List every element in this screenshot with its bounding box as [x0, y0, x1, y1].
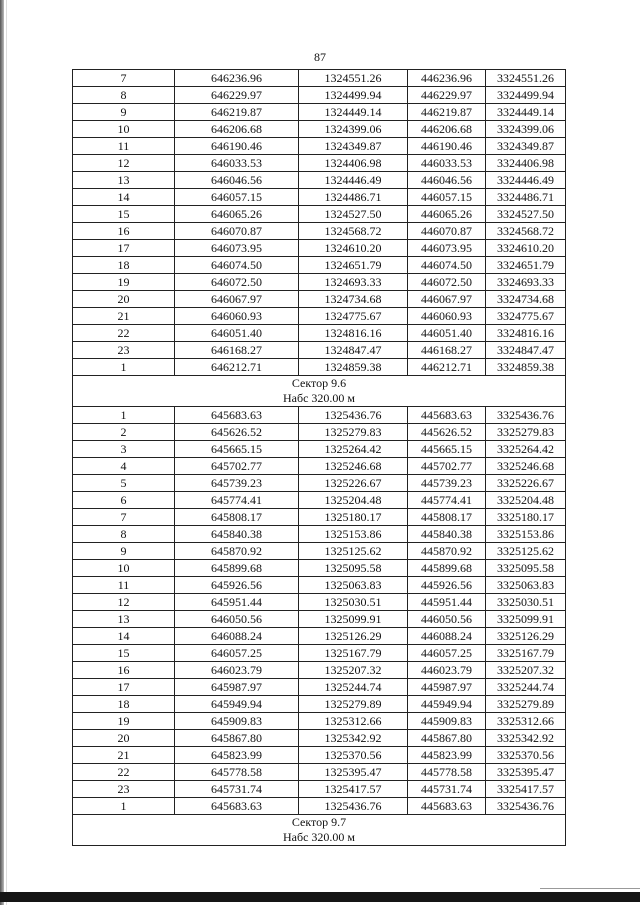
sector-header-9-7 — [73, 815, 566, 846]
table-cell: 1324527.50 — [299, 206, 408, 223]
table-cell: 1325436.76 — [299, 798, 408, 815]
table-cell: 646072.50 — [175, 274, 299, 291]
table-row — [73, 223, 566, 240]
table-cell: 446190.46 — [408, 138, 486, 155]
table-cell: 2 — [73, 424, 175, 441]
table-cell: 3325030.51 — [486, 594, 566, 611]
table-cell: 645665.15 — [175, 441, 299, 458]
table-cell: 646046.56 — [175, 172, 299, 189]
table-cell: 3324446.49 — [486, 172, 566, 189]
table-cell: 445840.38 — [408, 526, 486, 543]
table-row — [73, 696, 566, 713]
table-cell: 445626.52 — [408, 424, 486, 441]
table-cell: 3324847.47 — [486, 342, 566, 359]
table-cell: 3324693.33 — [486, 274, 566, 291]
table-cell: 645683.63 — [175, 407, 299, 424]
table-cell: 19 — [73, 713, 175, 730]
table-cell: 446088.24 — [408, 628, 486, 645]
table-cell: 446070.87 — [408, 223, 486, 240]
table-cell: 645951.44 — [175, 594, 299, 611]
table-cell: 646067.97 — [175, 291, 299, 308]
table-cell: 3324568.72 — [486, 223, 566, 240]
table-cell: 646023.79 — [175, 662, 299, 679]
table-cell: 646190.46 — [175, 138, 299, 155]
table-cell: 645949.94 — [175, 696, 299, 713]
table-row — [73, 138, 566, 155]
table-cell: 1324816.16 — [299, 325, 408, 342]
table-cell: 14 — [73, 189, 175, 206]
sector-row — [73, 376, 566, 407]
table-cell: 445731.74 — [408, 781, 486, 798]
table-cell: 1325125.62 — [299, 543, 408, 560]
table-row — [73, 274, 566, 291]
table-cell: 3325126.29 — [486, 628, 566, 645]
scan-bottom-line — [540, 888, 640, 889]
table-row — [73, 662, 566, 679]
scan-left-edge — [0, 0, 4, 905]
table-cell: 645987.97 — [175, 679, 299, 696]
sector-header-9-6 — [73, 376, 566, 407]
table-cell: 445683.63 — [408, 407, 486, 424]
table-cell: 1324349.87 — [299, 138, 408, 155]
table-cell: 3325436.76 — [486, 798, 566, 815]
table-row — [73, 509, 566, 526]
table-row — [73, 730, 566, 747]
table-cell: 645731.74 — [175, 781, 299, 798]
table-cell: 1325180.17 — [299, 509, 408, 526]
table-cell: 1325395.47 — [299, 764, 408, 781]
table-cell: 23 — [73, 781, 175, 798]
table-cell: 3 — [73, 441, 175, 458]
sector-height: Набс 320.00 м — [282, 391, 356, 405]
table-cell: 645702.77 — [175, 458, 299, 475]
table-cell: 446212.71 — [408, 359, 486, 376]
table-cell: 21 — [73, 747, 175, 764]
table-section-a — [73, 70, 566, 376]
table-row — [73, 798, 566, 815]
table-cell: 3324449.14 — [486, 104, 566, 121]
table-cell: 1325436.76 — [299, 407, 408, 424]
table-cell: 8 — [73, 526, 175, 543]
table-row — [73, 577, 566, 594]
table-cell: 1 — [73, 798, 175, 815]
table-row — [73, 155, 566, 172]
table-row — [73, 257, 566, 274]
table-cell: 3324859.38 — [486, 359, 566, 376]
table-cell: 3325207.32 — [486, 662, 566, 679]
table-cell: 646033.53 — [175, 155, 299, 172]
table-row — [73, 764, 566, 781]
table-cell: 446051.40 — [408, 325, 486, 342]
table-cell: 645840.38 — [175, 526, 299, 543]
table-cell: 3325226.67 — [486, 475, 566, 492]
table-cell: 3324610.20 — [486, 240, 566, 257]
table-cell: 445702.77 — [408, 458, 486, 475]
table-cell: 1324446.49 — [299, 172, 408, 189]
table-cell: 445867.80 — [408, 730, 486, 747]
sector-title: Сектор 9.6 — [291, 376, 347, 390]
table-cell: 1324399.06 — [299, 121, 408, 138]
table-cell: 646236.96 — [175, 70, 299, 87]
table-cell: 645926.56 — [175, 577, 299, 594]
table-cell: 646074.50 — [175, 257, 299, 274]
table-cell: 22 — [73, 325, 175, 342]
table-cell: 3324651.79 — [486, 257, 566, 274]
table-cell: 646057.15 — [175, 189, 299, 206]
table-cell: 3325312.66 — [486, 713, 566, 730]
table-cell: 446168.27 — [408, 342, 486, 359]
table-cell: 16 — [73, 662, 175, 679]
table-cell: 3325246.68 — [486, 458, 566, 475]
table-row — [73, 189, 566, 206]
table-cell: 1324847.47 — [299, 342, 408, 359]
table-cell: 1325030.51 — [299, 594, 408, 611]
table-cell: 446046.56 — [408, 172, 486, 189]
table-cell: 3325180.17 — [486, 509, 566, 526]
table-cell: 3324399.06 — [486, 121, 566, 138]
table-cell: 1 — [73, 407, 175, 424]
table-row — [73, 407, 566, 424]
table-cell: 1324610.20 — [299, 240, 408, 257]
table-cell: 446072.50 — [408, 274, 486, 291]
table-row — [73, 424, 566, 441]
table-row — [73, 87, 566, 104]
table-row — [73, 104, 566, 121]
table-cell: 1325264.42 — [299, 441, 408, 458]
table-row — [73, 781, 566, 798]
table-cell: 445909.83 — [408, 713, 486, 730]
table-cell: 3325204.48 — [486, 492, 566, 509]
table-cell: 11 — [73, 138, 175, 155]
table-cell: 1325095.58 — [299, 560, 408, 577]
table-cell: 23 — [73, 342, 175, 359]
table-row — [73, 458, 566, 475]
table-cell: 446060.93 — [408, 308, 486, 325]
table-cell: 19 — [73, 274, 175, 291]
table-cell: 645739.23 — [175, 475, 299, 492]
table-cell: 445808.17 — [408, 509, 486, 526]
table-cell: 3325395.47 — [486, 764, 566, 781]
sector-cell — [73, 815, 566, 846]
table-cell: 3325099.91 — [486, 611, 566, 628]
table-row — [73, 121, 566, 138]
table-cell: 646088.24 — [175, 628, 299, 645]
table-row — [73, 441, 566, 458]
table-cell: 646070.87 — [175, 223, 299, 240]
table-cell: 446206.68 — [408, 121, 486, 138]
table-cell: 446065.26 — [408, 206, 486, 223]
table-cell: 446074.50 — [408, 257, 486, 274]
table-cell: 3324406.98 — [486, 155, 566, 172]
table-cell: 3325167.79 — [486, 645, 566, 662]
table-cell: 8 — [73, 87, 175, 104]
table-cell: 646051.40 — [175, 325, 299, 342]
table-cell: 446229.97 — [408, 87, 486, 104]
table-cell: 7 — [73, 70, 175, 87]
coordinates-table-wrapper — [72, 69, 565, 846]
table-cell: 1325279.83 — [299, 424, 408, 441]
table-cell: 1324775.67 — [299, 308, 408, 325]
table-cell: 3324349.87 — [486, 138, 566, 155]
table-cell: 3325279.89 — [486, 696, 566, 713]
table-cell: 3324499.94 — [486, 87, 566, 104]
table-cell: 3324775.67 — [486, 308, 566, 325]
table-cell: 10 — [73, 560, 175, 577]
table-cell: 3324551.26 — [486, 70, 566, 87]
table-cell: 1325370.56 — [299, 747, 408, 764]
table-cell: 646206.68 — [175, 121, 299, 138]
coordinates-table — [72, 69, 566, 846]
table-cell: 645867.80 — [175, 730, 299, 747]
table-cell: 1325126.29 — [299, 628, 408, 645]
table-cell: 646229.97 — [175, 87, 299, 104]
table-row — [73, 308, 566, 325]
table-cell: 445739.23 — [408, 475, 486, 492]
table-cell: 446057.25 — [408, 645, 486, 662]
table-cell: 446219.87 — [408, 104, 486, 121]
table-cell: 16 — [73, 223, 175, 240]
table-row — [73, 611, 566, 628]
table-cell: 445665.15 — [408, 441, 486, 458]
table-row — [73, 172, 566, 189]
table-cell: 446033.53 — [408, 155, 486, 172]
table-cell: 445823.99 — [408, 747, 486, 764]
table-cell: 3325436.76 — [486, 407, 566, 424]
table-cell: 446023.79 — [408, 662, 486, 679]
table-cell: 645626.52 — [175, 424, 299, 441]
table-cell: 446057.15 — [408, 189, 486, 206]
table-cell: 646168.27 — [175, 342, 299, 359]
table-row — [73, 594, 566, 611]
table-cell: 4 — [73, 458, 175, 475]
table-row — [73, 291, 566, 308]
table-cell: 9 — [73, 104, 175, 121]
scan-left-edge-line — [6, 0, 7, 905]
table-cell: 3325063.83 — [486, 577, 566, 594]
table-cell: 445683.63 — [408, 798, 486, 815]
table-row — [73, 359, 566, 376]
table-cell: 15 — [73, 206, 175, 223]
table-cell: 3325095.58 — [486, 560, 566, 577]
table-cell: 3324734.68 — [486, 291, 566, 308]
table-cell: 22 — [73, 764, 175, 781]
table-cell: 646050.56 — [175, 611, 299, 628]
table-cell: 12 — [73, 594, 175, 611]
table-cell: 446073.95 — [408, 240, 486, 257]
table-cell: 12 — [73, 155, 175, 172]
table-cell: 1324651.79 — [299, 257, 408, 274]
table-cell: 445926.56 — [408, 577, 486, 594]
table-cell: 9 — [73, 543, 175, 560]
table-cell: 1324486.71 — [299, 189, 408, 206]
table-cell: 3324816.16 — [486, 325, 566, 342]
table-cell: 1325167.79 — [299, 645, 408, 662]
table-cell: 3324486.71 — [486, 189, 566, 206]
table-cell: 1325099.91 — [299, 611, 408, 628]
table-row — [73, 645, 566, 662]
table-cell: 11 — [73, 577, 175, 594]
table-cell: 1325204.48 — [299, 492, 408, 509]
table-cell: 1325279.89 — [299, 696, 408, 713]
table-cell: 446050.56 — [408, 611, 486, 628]
table-cell: 6 — [73, 492, 175, 509]
table-cell: 646073.95 — [175, 240, 299, 257]
table-cell: 13 — [73, 172, 175, 189]
page-number: 87 — [314, 50, 326, 64]
table-cell: 1325417.57 — [299, 781, 408, 798]
sector-row — [73, 815, 566, 846]
table-cell: 445774.41 — [408, 492, 486, 509]
table-cell: 18 — [73, 257, 175, 274]
table-cell: 645870.92 — [175, 543, 299, 560]
table-cell: 646057.25 — [175, 645, 299, 662]
table-cell: 445987.97 — [408, 679, 486, 696]
table-row — [73, 679, 566, 696]
table-row — [73, 543, 566, 560]
table-cell: 445778.58 — [408, 764, 486, 781]
table-cell: 446067.97 — [408, 291, 486, 308]
table-cell: 645909.83 — [175, 713, 299, 730]
table-cell: 645774.41 — [175, 492, 299, 509]
table-cell: 1325207.32 — [299, 662, 408, 679]
table-cell: 445899.68 — [408, 560, 486, 577]
table-cell: 3325153.86 — [486, 526, 566, 543]
table-cell: 445951.44 — [408, 594, 486, 611]
table-row — [73, 492, 566, 509]
table-cell: 1325312.66 — [299, 713, 408, 730]
table-cell: 3325244.74 — [486, 679, 566, 696]
table-cell: 646212.71 — [175, 359, 299, 376]
table-cell: 645778.58 — [175, 764, 299, 781]
table-cell: 21 — [73, 308, 175, 325]
table-cell: 1325226.67 — [299, 475, 408, 492]
table-cell: 646219.87 — [175, 104, 299, 121]
table-cell: 446236.96 — [408, 70, 486, 87]
table-cell: 17 — [73, 679, 175, 696]
table-row — [73, 713, 566, 730]
table-cell: 14 — [73, 628, 175, 645]
table-cell: 645808.17 — [175, 509, 299, 526]
sector-title: Сектор 9.7 — [291, 815, 347, 829]
table-cell: 646060.93 — [175, 308, 299, 325]
table-row — [73, 560, 566, 577]
table-cell: 1324406.98 — [299, 155, 408, 172]
table-row — [73, 206, 566, 223]
table-row — [73, 325, 566, 342]
table-row — [73, 747, 566, 764]
sector-height: Набс 320.00 м — [282, 830, 356, 844]
table-cell: 3324527.50 — [486, 206, 566, 223]
table-cell: 20 — [73, 730, 175, 747]
table-row — [73, 628, 566, 645]
table-section-b — [73, 407, 566, 815]
table-cell: 1325153.86 — [299, 526, 408, 543]
table-cell: 1324693.33 — [299, 274, 408, 291]
table-cell: 646065.26 — [175, 206, 299, 223]
table-cell: 3325279.83 — [486, 424, 566, 441]
table-row — [73, 240, 566, 257]
table-cell: 18 — [73, 696, 175, 713]
table-cell: 1324499.94 — [299, 87, 408, 104]
table-cell: 445949.94 — [408, 696, 486, 713]
table-cell: 445870.92 — [408, 543, 486, 560]
table-cell: 645683.63 — [175, 798, 299, 815]
sector-cell — [73, 376, 566, 407]
table-cell: 5 — [73, 475, 175, 492]
table-cell: 15 — [73, 645, 175, 662]
table-row — [73, 70, 566, 87]
table-row — [73, 526, 566, 543]
table-cell: 645899.68 — [175, 560, 299, 577]
table-cell: 1324551.26 — [299, 70, 408, 87]
table-cell: 13 — [73, 611, 175, 628]
table-cell: 3325342.92 — [486, 730, 566, 747]
table-cell: 7 — [73, 509, 175, 526]
table-row — [73, 475, 566, 492]
table-cell: 1324449.14 — [299, 104, 408, 121]
table-cell: 17 — [73, 240, 175, 257]
table-cell: 20 — [73, 291, 175, 308]
table-cell: 1 — [73, 359, 175, 376]
table-cell: 1325244.74 — [299, 679, 408, 696]
table-cell: 645823.99 — [175, 747, 299, 764]
table-row — [73, 342, 566, 359]
table-cell: 1324734.68 — [299, 291, 408, 308]
table-cell: 3325125.62 — [486, 543, 566, 560]
scan-bottom-edge — [0, 892, 640, 902]
table-cell: 3325264.42 — [486, 441, 566, 458]
table-cell: 1324859.38 — [299, 359, 408, 376]
table-cell: 1325246.68 — [299, 458, 408, 475]
table-cell: 10 — [73, 121, 175, 138]
table-cell: 3325370.56 — [486, 747, 566, 764]
table-cell: 1325063.83 — [299, 577, 408, 594]
table-cell: 3325417.57 — [486, 781, 566, 798]
table-cell: 1324568.72 — [299, 223, 408, 240]
table-cell: 1325342.92 — [299, 730, 408, 747]
